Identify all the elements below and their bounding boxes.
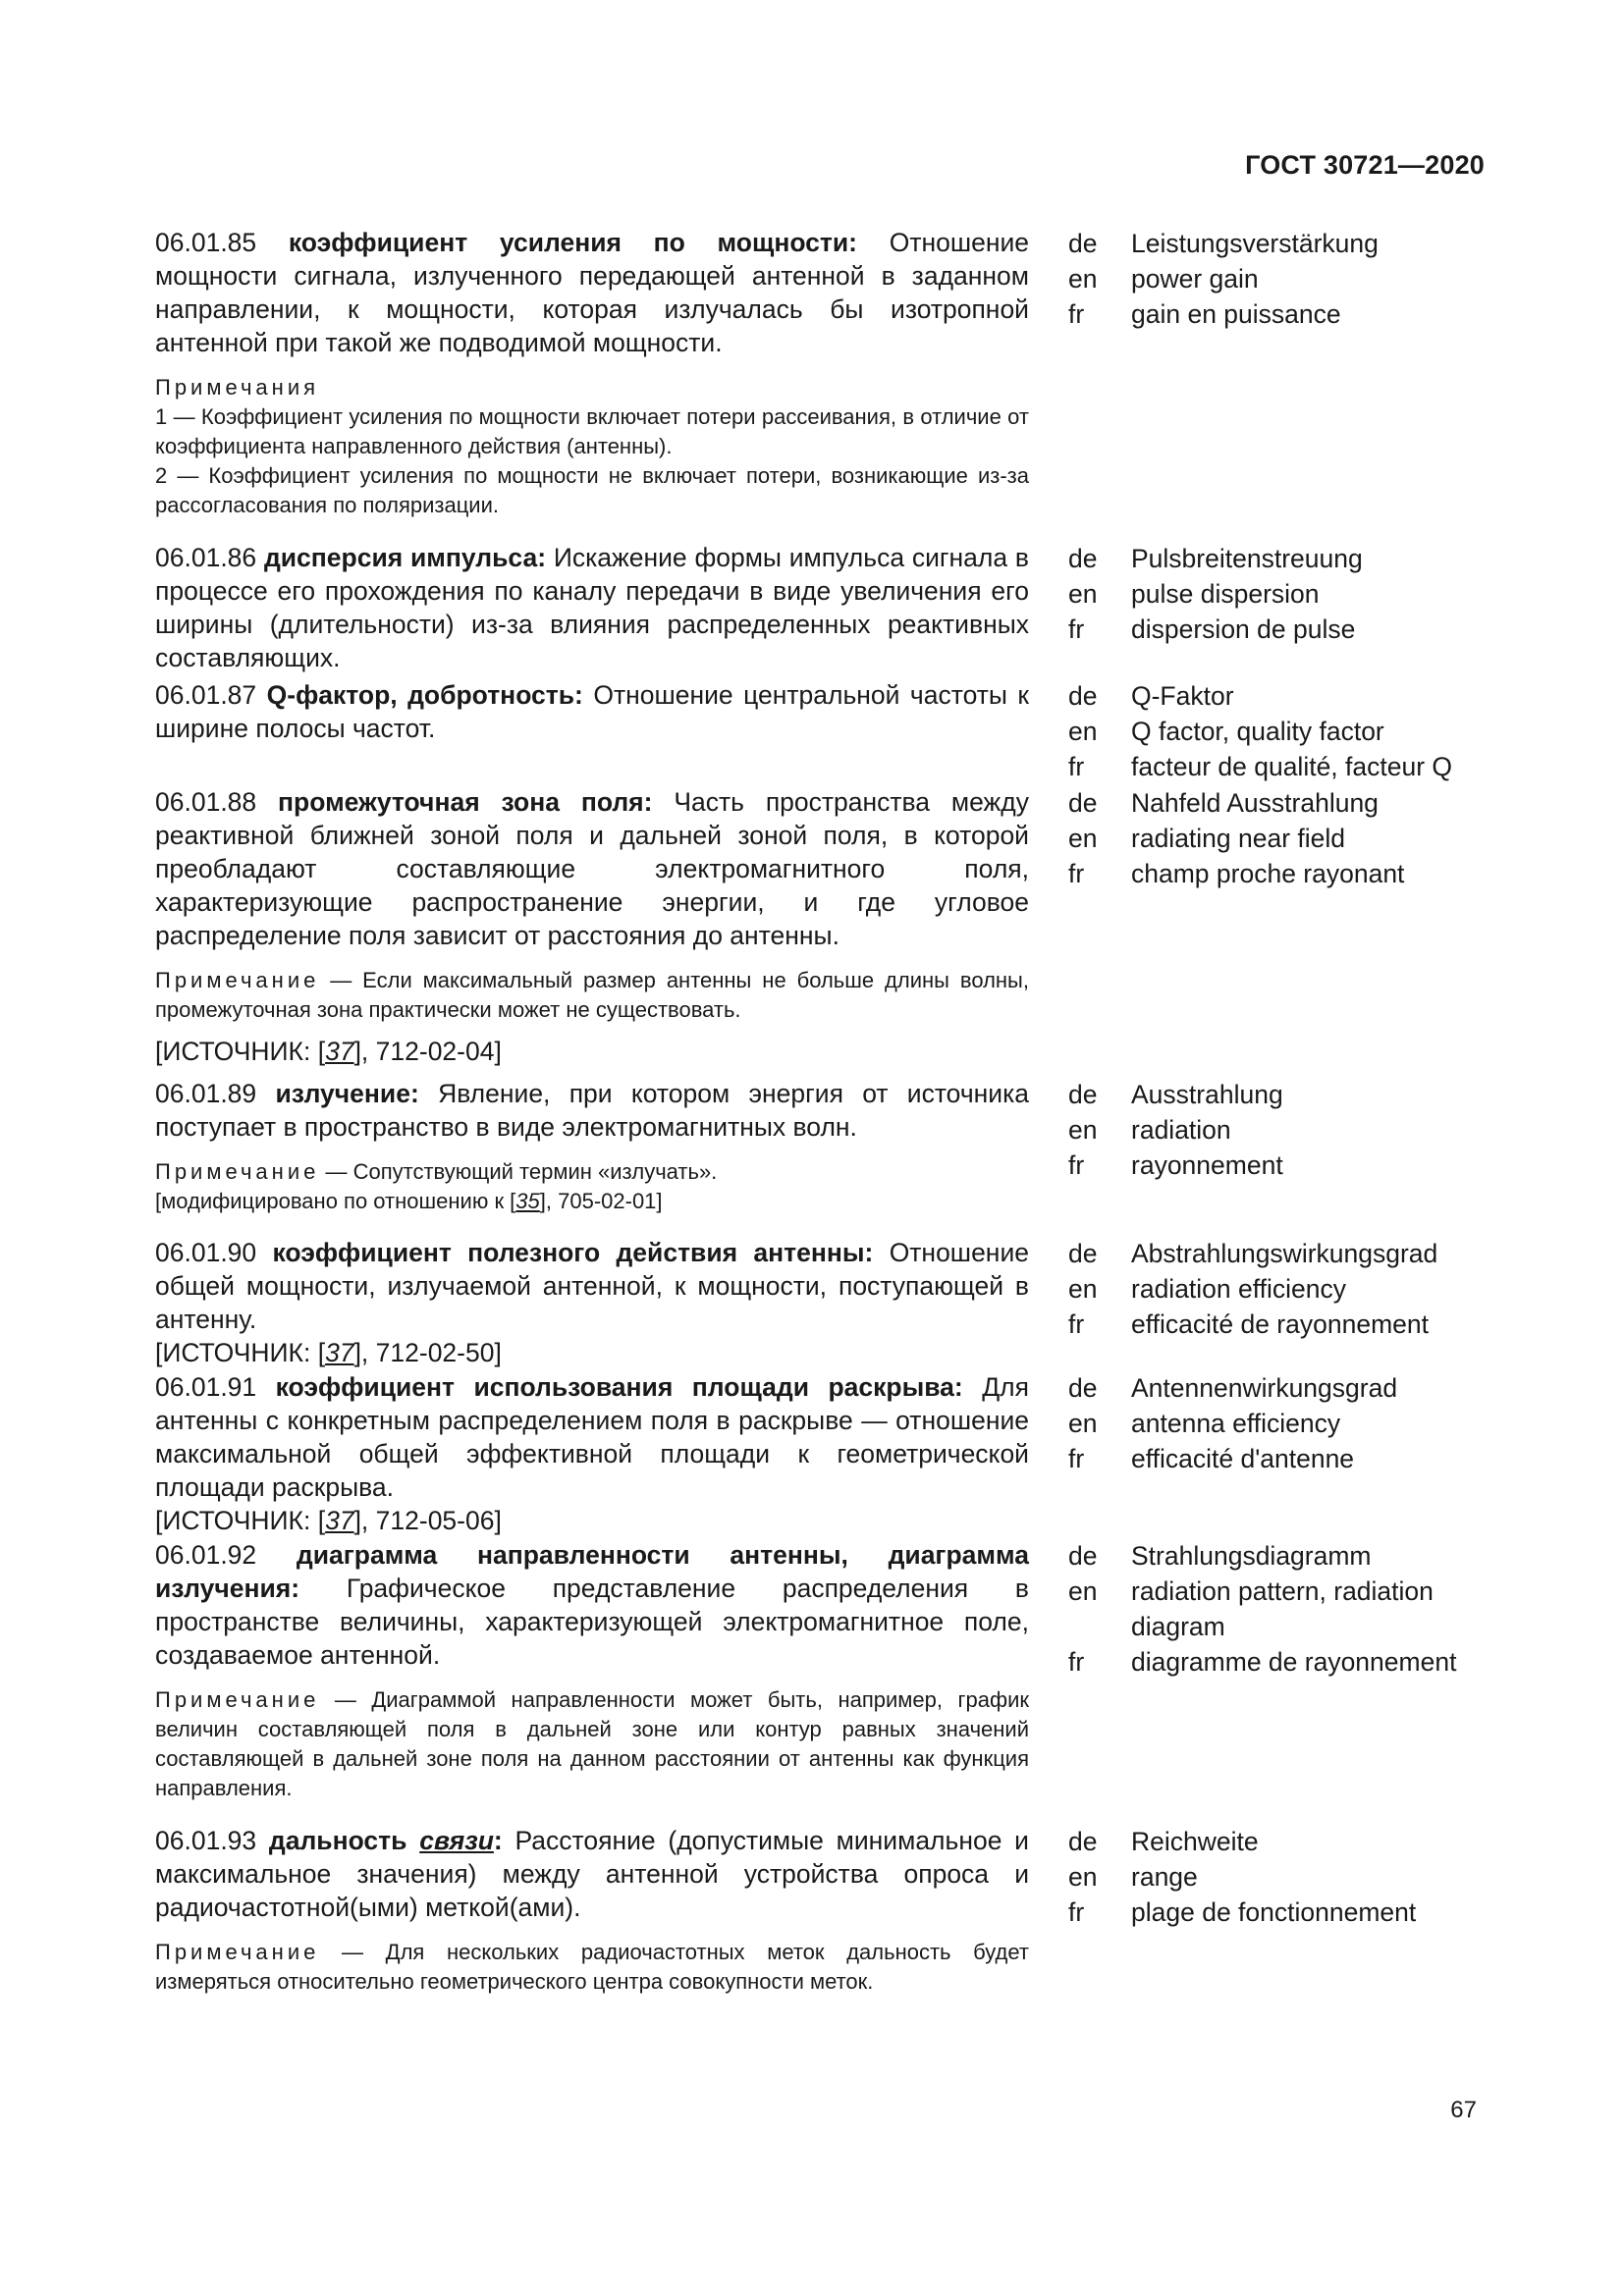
translation-term: radiation efficiency [1131,1274,1347,1304]
translations-06-01-87 [1068,678,1500,784]
term-title: излучение: [275,1079,419,1108]
lang-code: fr [1068,1647,1085,1677]
translation-term: efficacité de rayonnement [1131,1309,1429,1339]
term-definition: Отношение мощности сигнала, излученного передающей антенной в заданном направлении, к мощности, которая излучалась бы изотропной антенной при такой же подводимой мощности. [155,228,1029,357]
document-header: ГОСТ 30721—2020 [1245,150,1485,180]
translation-term: radiating near field [1131,824,1346,853]
entry-06-01-92 [155,1538,1029,1803]
entry-06-01-86 [155,541,1029,674]
lang-code: en [1068,824,1098,853]
lang-code: en [1068,264,1098,294]
lang-code: en [1068,579,1098,609]
translation-term: efficacité d'antenne [1131,1444,1355,1473]
translation-term: Antennenwirkungsgrad [1131,1373,1398,1403]
translations-06-01-86 [1068,541,1500,647]
note-label: Примечание [155,1687,320,1712]
lang-code: de [1068,788,1098,818]
term-title-colon: : [493,1826,503,1855]
translations-06-01-85 [1068,226,1500,332]
lang-code: de [1068,1541,1098,1571]
bibliography-link[interactable]: 35 [515,1189,540,1213]
lang-code: fr [1068,859,1085,888]
translation-term: power gain [1131,264,1259,294]
translations-06-01-92 [1068,1538,1500,1680]
source-reference [155,1035,1029,1068]
note-text: — Для нескольких радиочастотных меток дальность будет измеряться относительно геометрического центра совокупности меток. [155,1940,1029,1994]
note-item: 2 — Коэффициент усиления по мощности не включает потери, возникающие из-за рассогласования по поляризации. [155,463,1029,517]
note-text: — Диаграммой направленности может быть, например, график величин составляющей поля в дальней зоне или контур равных значений составляющей в дальней зоне поля на данном расстоянии от антенны как функция направления. [155,1687,1029,1800]
note-label: Примечание [155,1940,320,1964]
term-number: 06.01.92 [155,1540,257,1570]
lang-code: de [1068,1080,1098,1109]
term-title: Q-фактор, добротность: [266,680,583,710]
translation-term: Pulsbreitenstreuung [1131,544,1363,573]
translation-term: radiation pattern, radiation diagram [1131,1576,1434,1641]
term-definition: Расстояние (допустимые минимальное и максимальное значения) между антенной устройства опроса и радиочастотной(ыми) меткой(ами). [155,1826,1029,1922]
translation-term: diagramme de rayonnement [1131,1647,1457,1677]
term-title: дисперсия импульса: [263,543,547,572]
lang-code: de [1068,1239,1098,1268]
term-number: 06.01.85 [155,228,257,257]
note-text: — Если максимальный размер антенны не больше длины волны, промежуточная зона практически может не существовать. [155,968,1029,1022]
translation-term: radiation [1131,1115,1231,1145]
lang-code: fr [1068,752,1085,781]
translations-06-01-90 [1068,1236,1500,1342]
term-title: коэффициент полезного действия антенны: [272,1238,874,1267]
translation-term: range [1131,1862,1198,1892]
lang-code: fr [1068,1444,1085,1473]
term-definition: Часть пространства между реактивной ближней зоной поля и дальней зоной поля, в которой преобладают составляющие электромагнитного поля, характеризующие распространение энергии, и где угловое распределение поля зависит от расстояния до антенны. [155,787,1030,950]
source-reference [155,1504,1029,1537]
translation-term: gain en puissance [1131,299,1341,329]
entry-06-01-90 [155,1236,1029,1369]
translation-term: Q factor, quality factor [1131,717,1384,746]
note-text: — Сопутствующий термин «излучать». [325,1159,718,1184]
term-number: 06.01.90 [155,1238,257,1267]
translation-term: antenna efficiency [1131,1409,1341,1438]
modification-suffix: ], 705-02-01] [539,1189,663,1213]
source-prefix: [ИСТОЧНИК: [ [155,1037,326,1066]
source-suffix: ], 712-02-50] [353,1338,502,1367]
translation-term: Ausstrahlung [1131,1080,1283,1109]
term-number: 06.01.88 [155,787,257,817]
lang-code: fr [1068,299,1085,329]
term-title: промежуточная зона поля: [278,787,653,817]
note-block [155,1938,1029,1997]
translation-term: Leistungsverstärkung [1131,229,1379,258]
entry-06-01-91 [155,1370,1029,1537]
translations-06-01-93 [1068,1824,1500,1930]
entry-06-01-93 [155,1824,1029,1997]
translation-term: plage de fonctionnement [1131,1897,1417,1927]
lang-code: en [1068,1274,1098,1304]
translations-06-01-88 [1068,785,1500,891]
lang-code: fr [1068,614,1085,644]
lang-code: en [1068,1576,1098,1606]
term-number: 06.01.87 [155,680,257,710]
lang-code: en [1068,717,1098,746]
term-title [269,1826,503,1855]
translation-term: Nahfeld Ausstrahlung [1131,788,1379,818]
term-number: 06.01.86 [155,543,257,572]
term-title: коэффициент усиления по мощности: [288,228,858,257]
bibliography-link[interactable]: 37 [325,1506,354,1535]
term-definition: Графическое представление распределения в пространстве величины, характеризующей электромагнитное поле, создаваемое антенной. [155,1574,1029,1670]
note-block [155,966,1029,1025]
lang-code: de [1068,229,1098,258]
translation-term: pulse dispersion [1131,579,1320,609]
source-suffix: ], 712-05-06] [353,1506,502,1535]
translation-term: champ proche rayonant [1131,859,1405,888]
term-definition: Явление, при котором энергия от источника поступает в пространство в виде электромагнитных волн. [155,1079,1029,1142]
term-definition: Для антенны с конкретным распределением поля в раскрыве — отношение максимальной общей эффективной площади к геометрической площади раскрыва. [155,1372,1029,1502]
translations-06-01-89 [1068,1077,1500,1183]
source-suffix: ], 712-02-04] [353,1037,502,1066]
term-number: 06.01.89 [155,1079,257,1108]
note-block [155,373,1029,520]
page-number: 67 [1450,2097,1477,2123]
bibliography-link[interactable]: 37 [325,1037,354,1066]
lang-code: de [1068,1827,1098,1856]
source-prefix: [ИСТОЧНИК: [ [155,1338,326,1367]
note-block [155,1685,1029,1803]
note-label: Примечания [155,375,320,400]
term-title-text: дальность [268,1826,407,1855]
modification-prefix: [модифицировано по отношению к [ [155,1189,516,1213]
term-title: диаграмма направленности антенны, диаграмма излучения: [155,1540,1029,1603]
note-block [155,1157,1029,1216]
translations-06-01-91 [1068,1370,1500,1476]
lang-code: en [1068,1862,1098,1892]
term-definition: Отношение центральной частоты к ширине полосы частот. [155,680,1029,743]
translation-term: rayonnement [1131,1150,1283,1180]
note-label: Примечание [155,968,320,992]
term-title-link[interactable]: связи [419,1826,494,1855]
lang-code: en [1068,1115,1098,1145]
source-prefix: [ИСТОЧНИК: [ [155,1506,326,1535]
term-definition: Искажение формы импульса сигнала в процессе его прохождения по каналу передачи в виде увеличения его ширины (длительности) из-за влияния распределенных реактивных составляющих. [155,543,1029,672]
entry-06-01-89 [155,1077,1029,1216]
translation-term: Abstrahlungswirkungsgrad [1131,1239,1438,1268]
bibliography-link[interactable]: 37 [325,1338,354,1367]
lang-code: fr [1068,1897,1085,1927]
note-item: 1 — Коэффициент усиления по мощности включает потери рассеивания, в отличие от коэффициента направленного действия (антенны). [155,404,1029,458]
term-definition: Отношение общей мощности, излучаемой антенной, к мощности, поступающей в антенну. [155,1238,1029,1334]
lang-code: fr [1068,1150,1085,1180]
note-label: Примечание [155,1159,320,1184]
entry-06-01-85 [155,226,1029,520]
source-reference [155,1336,1029,1369]
entry-06-01-87 [155,678,1029,745]
translation-term: facteur de qualité, facteur Q [1131,752,1453,781]
translation-term: dispersion de pulse [1131,614,1356,644]
translation-term: Reichweite [1131,1827,1259,1856]
lang-code: en [1068,1409,1098,1438]
lang-code: de [1068,544,1098,573]
lang-code: de [1068,681,1098,711]
term-title: коэффициент использования площади раскрыва: [275,1372,963,1402]
translation-term: Strahlungsdiagramm [1131,1541,1372,1571]
lang-code: de [1068,1373,1098,1403]
term-number: 06.01.91 [155,1372,257,1402]
lang-code: fr [1068,1309,1085,1339]
term-number: 06.01.93 [155,1826,257,1855]
translation-term: Q-Faktor [1131,681,1234,711]
entry-06-01-88 [155,785,1029,1068]
